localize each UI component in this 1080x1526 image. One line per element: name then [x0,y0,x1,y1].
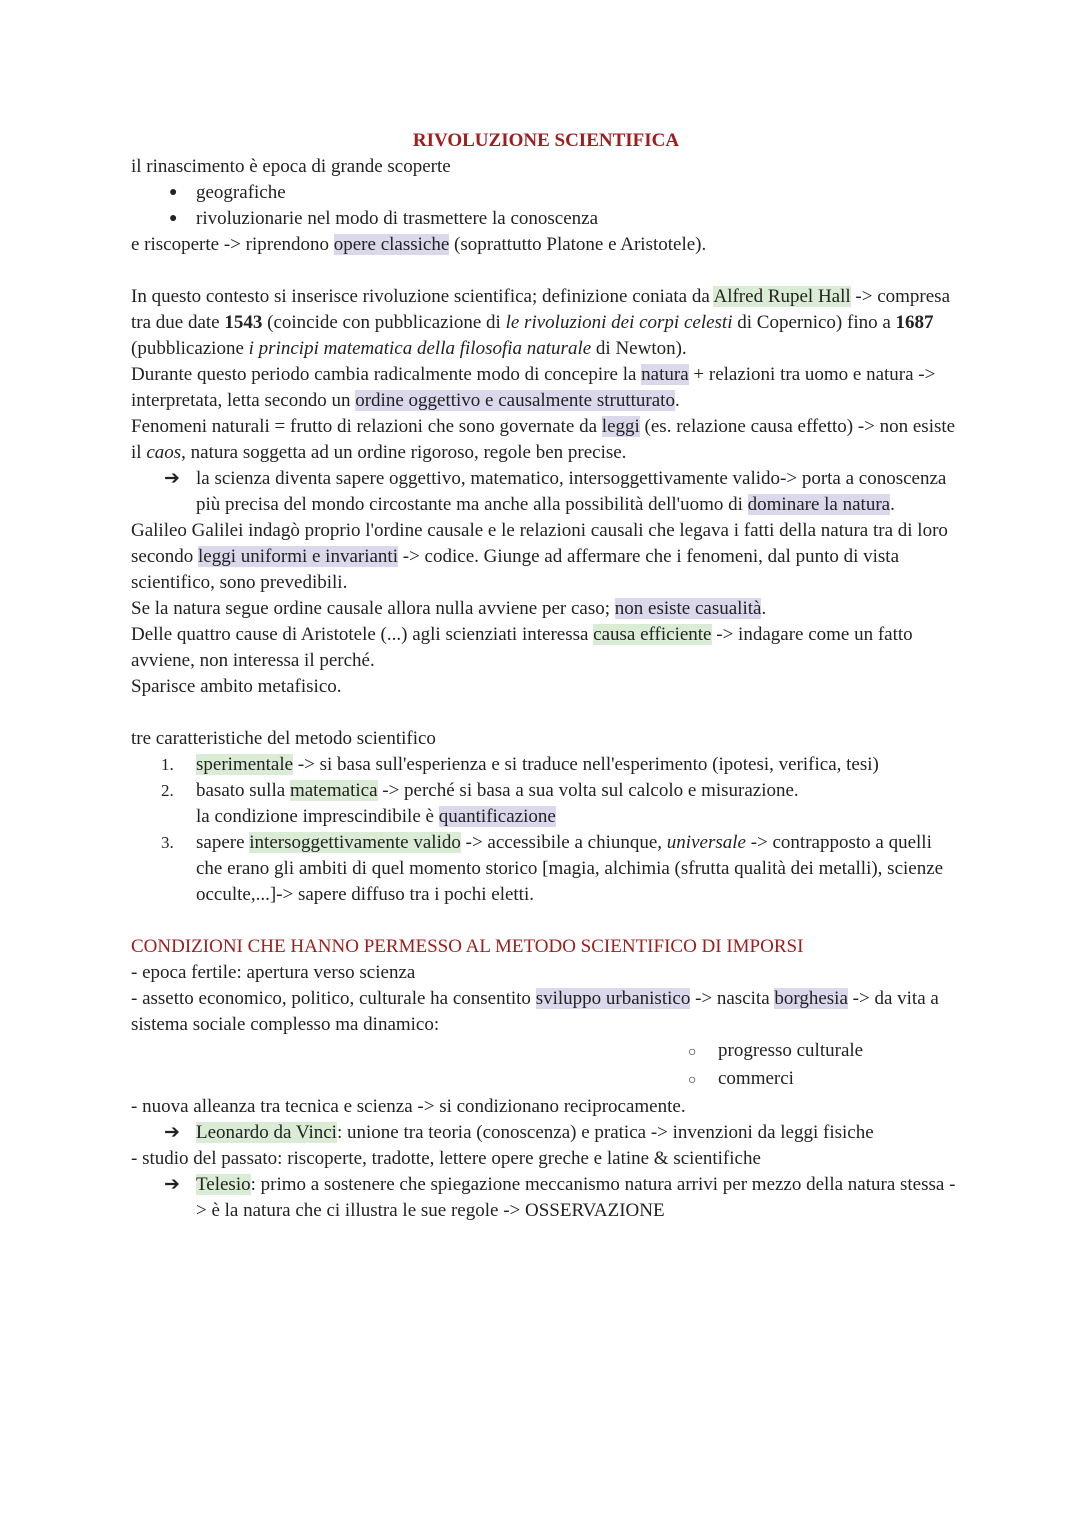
highlight: sviluppo urbanistico [535,988,691,1009]
text: -> codice. Giunge ad affermare che i fenomeni, dal punto di vista scientifico, sono prevedibili. [131,546,900,593]
text: progresso culturale [718,1040,864,1061]
arrow-right-icon: ➔ [164,1122,180,1143]
bullet-dot-icon: ● [169,185,178,200]
highlight: Leonardo da Vinci [196,1122,337,1143]
text: : primo a sostenere che spiegazione meccanismo natura arrivi per mezzo della natura stessa -> è la natura che ci illustra le sue regole -> OSSERVAZIONE [196,1174,956,1221]
highlight: leggi uniformi e invarianti [198,546,398,567]
text: + relazioni tra uomo e natura -> interpretata, letta secondo un [131,364,936,411]
list-item [131,752,961,778]
condizioni-line-4: - studio del passato: riscoperte, tradotte, lettere opere greche e latine & scientifiche [131,1148,761,1169]
text: Sparisce ambito metafisico. [131,676,342,697]
condizioni-line-2 [131,986,961,1038]
italic-word: caos [146,442,182,463]
text: -> contrapposto a quelli che erano gli ambiti di quel momento storico [magia, alchimia (sfrutta qualità dei metalli), scienze occulte,...]-> sapere diffuso tra i pochi eletti. [196,832,944,905]
text: -> indagare come un fatto avviene, non interessa il perché. [131,624,913,671]
text: , natura soggetta ad un ordine rigoroso, regole ben precise. [181,442,627,463]
list-item [131,830,961,908]
highlight: borghesia [774,988,848,1009]
text: Galileo Galilei indagò proprio l'ordine causale e le relazioni causali che legava i fatti della natura tra di loro secondo [131,520,948,567]
arrow-right-icon: ➔ [164,1174,180,1195]
text: . [761,598,767,619]
text: commerci [718,1068,794,1089]
text: . [674,390,680,411]
text: basato sulla [196,780,290,801]
text: e riscoperte -> riprendono [131,234,334,255]
document-body [131,128,961,1224]
text: Delle quattro cause di Aristotele (...) agli scienziati interessa [131,624,594,645]
paragraph-3 [131,518,961,596]
intro-line [131,154,961,180]
italic-title: i principi matematica della filosofia naturale [248,338,592,359]
condizioni-line-3: - nuova alleanza tra tecnica e scienza -> si condizionano reciprocamente. [131,1096,686,1117]
bullet-text: rivoluzionarie nel modo di trasmettere la conoscenza [196,208,599,229]
highlight: quantificazione [438,806,556,827]
list-number: 3. [161,833,174,852]
condizioni-line-1: - epoca fertile: apertura verso scienza [131,962,416,983]
text: (soprattutto Platone e Aristotele). [449,234,707,255]
highlight: intersoggettivamente valido [249,832,461,853]
highlight: causa efficiente [593,624,712,645]
section-heading: CONDIZIONI CHE HANNO PERMESSO AL METODO SCIENTIFICO DI IMPORSI [131,936,804,957]
text: -> si basa sull'esperienza e si traduce nell'esperimento (ipotesi, verifica, tesi) [293,754,879,775]
paragraph-3c [131,622,961,674]
highlight: Alfred Rupel Hall [713,286,851,307]
text: -> perché si basa a sua volta sul calcolo e misurazione. [377,780,799,801]
text: di Copernico) fino a [732,312,896,333]
text: la scienza diventa sapere oggettivo, matematico, intersoggettivamente valido-> porta a conoscenza più precisa del mondo circostante ma anche alla possibilità dell'uomo di [196,468,947,515]
text: -> da vita a sistema sociale complesso ma dinamico: [131,988,939,1035]
highlight: ordine oggettivo e causalmente strutturato [355,390,675,411]
list-item [131,180,961,206]
highlight: matematica [289,780,378,801]
list-item [131,206,961,232]
text: Durante questo periodo cambia radicalmente modo di concepire la [131,364,642,385]
arrow-item [131,466,961,518]
highlight: opere classiche [333,234,450,255]
text: -> nascita [690,988,775,1009]
paragraph-2b [131,414,961,466]
paragraph-2 [131,362,961,414]
highlight: dominare la natura [747,494,891,515]
highlight: non esiste casualità [614,598,762,619]
bullet-dot-icon: ● [169,211,178,226]
metodo-intro: tre caratteristiche del metodo scientifico [131,728,436,749]
text: -> compresa tra due date [131,286,951,333]
text: (pubblicazione [131,338,249,359]
paragraph-1 [131,284,961,362]
text: -> accessibile a chiunque, [460,832,667,853]
arrow-right-icon: ➔ [164,468,180,489]
hollow-circle-icon: ○ [688,1073,697,1088]
text: Se la natura segue ordine causale allora nulla avviene per caso; [131,598,615,619]
list-number: 1. [161,755,174,774]
text: - assetto economico, politico, culturale ha consentito [131,988,536,1009]
highlight: Telesio [196,1174,251,1195]
intro-bullets [131,180,961,232]
hollow-circle-icon: ○ [688,1045,697,1060]
list-item [131,1066,961,1094]
text: : unione tra teoria (conoscenza) e pratica -> invenzioni da leggi fisiche [336,1122,874,1143]
intro-text: il rinascimento è epoca di grande scoperte [131,156,451,177]
text: Fenomeni naturali = frutto di relazioni che sono governate da [131,416,602,437]
arrow-item [131,1172,961,1224]
year: 1687 [895,312,934,333]
text: (es. relazione causa effetto) -> non esiste il [131,416,956,463]
bullet-text: geografiche [196,182,286,203]
highlight: leggi [601,416,640,437]
highlight: sperimentale [196,754,294,775]
paragraph-3d [131,674,961,700]
metodo-list [131,752,961,908]
text: (coincide con pubblicazione di [262,312,506,333]
list-number: 2. [161,781,174,800]
list-item [131,778,961,830]
text: la condizione imprescindibile è [196,806,439,827]
list-item [131,1038,961,1066]
paragraph-3b [131,596,961,622]
arrow-item [131,1120,961,1146]
text: . [890,494,895,515]
highlight: natura [641,364,689,385]
year: 1543 [224,312,263,333]
text: di Newton). [591,338,687,359]
intro-line-2 [131,232,961,258]
page-title: RIVOLUZIONE SCIENTIFICA [412,130,680,151]
italic-word: universale [666,832,746,853]
text: sapere [196,832,250,853]
text: In questo contesto si inserisce rivoluzione scientifica; definizione coniata da [131,286,714,307]
italic-title: le rivoluzioni dei corpi celesti [505,312,733,333]
